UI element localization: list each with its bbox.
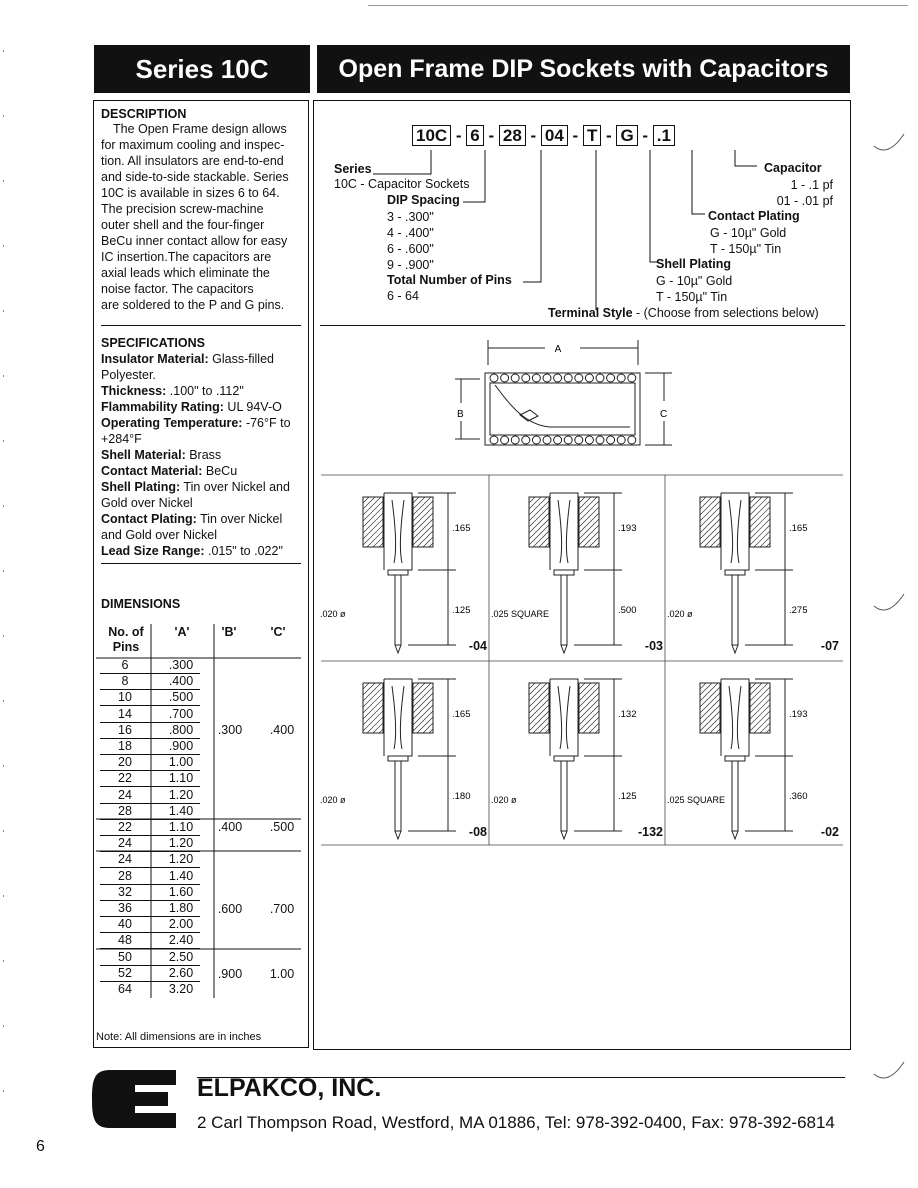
dim-cell-a: 1.60 (168, 884, 194, 899)
divider (101, 325, 301, 326)
dim-group-b: .600 (217, 902, 243, 916)
specifications-heading: SPECIFICATIONS (101, 336, 205, 350)
dim-cell-a: 1.20 (168, 787, 194, 802)
socket-pin (532, 374, 540, 382)
terminal-lead-size: .025 SQUARE (491, 609, 550, 619)
dim-cell-pins: 22 (118, 820, 132, 834)
terminal-dimension: .193 (618, 523, 637, 534)
pn-shell: T (583, 125, 601, 146)
logo-letter: E (210, 1108, 211, 1109)
terminal-drawing (489, 661, 665, 847)
dim-cell-pins: 40 (118, 917, 132, 932)
terminal-dimension: .165 (452, 523, 471, 534)
dim-cell-pins: 32 (118, 884, 132, 899)
company-logo (90, 1068, 211, 1130)
terminal-dimension: .165 (452, 709, 471, 720)
socket-pin (617, 436, 625, 444)
description-line: axial leads which eliminate the (101, 266, 270, 280)
socket-pin (511, 374, 519, 382)
dim-cell-pins: 52 (118, 965, 132, 980)
divider (101, 563, 301, 564)
socket-pin (564, 436, 572, 444)
dip-option: 9 - .900" (387, 258, 434, 272)
dip-option: 4 - .400" (387, 226, 434, 240)
dim-cell-a: 1.40 (168, 803, 194, 818)
dim-cell-a: 2.50 (168, 949, 194, 964)
dim-cell-pins: 14 (118, 706, 132, 721)
socket-pin (596, 374, 604, 382)
socket-pin (501, 374, 509, 382)
spec-item: Operating Temperature: -76°F to +284°F (101, 416, 291, 446)
socket-pin (543, 374, 551, 382)
dim-cell-pins: 20 (118, 755, 132, 770)
dip-option: 6 - .600" (387, 242, 434, 256)
terminal-code: -07 (820, 639, 839, 653)
terminal-drawing (313, 475, 489, 661)
dim-group-c: 1.00 (269, 967, 295, 981)
series-title: Series 10C (94, 45, 310, 93)
pn-series: 10C (412, 125, 451, 146)
binder-marks (872, 130, 912, 1090)
dim-cell-a: 1.40 (168, 868, 194, 883)
capacitor-option: 01 - .01 pf (776, 194, 833, 208)
dim-header-a: 'A' (174, 625, 190, 639)
series-label: Series (334, 162, 372, 176)
terminal-code: -02 (820, 825, 839, 839)
contact-label: Contact Plating (708, 209, 800, 223)
terminal-drawing (665, 661, 841, 847)
series-desc: 10C - Capacitor Sockets (334, 177, 470, 191)
terminal-style: Terminal Style - (Choose from selections below) (548, 306, 819, 320)
dim-cell-pins: 36 (118, 901, 132, 915)
capacitor-label: Capacitor (764, 161, 822, 175)
description-section (101, 107, 305, 313)
pn-capacitor: .1 (653, 125, 675, 146)
terminal-lead-size: .020 ø (667, 609, 693, 619)
terminal-code: -08 (468, 825, 487, 839)
part-number: 10C - 6 - 28 - 04 - T - G - .1 (412, 126, 675, 146)
dim-cell-a: 1.80 (168, 901, 194, 915)
socket-pin (501, 436, 509, 444)
dim-cell-a: 2.00 (168, 917, 194, 932)
socket-pin (607, 374, 615, 382)
dim-group-b: .400 (217, 820, 243, 834)
terminal-dimension: .125 (452, 605, 471, 616)
socket-pin (543, 436, 551, 444)
socket-pin (522, 374, 530, 382)
spec-item: Shell Plating: Tin over Nickel and Gold over Nickel (101, 480, 290, 510)
terminal-drawing (313, 661, 489, 847)
dim-cell-pins: 64 (118, 982, 132, 996)
socket-pin (511, 436, 519, 444)
description-line: tion. All insulators are end-to-end (101, 154, 284, 168)
dim-cell-a: .800 (168, 722, 194, 737)
pn-dip: 6 (466, 125, 483, 146)
spec-item: Shell Material: Brass (101, 448, 222, 462)
dim-cell-a: 1.20 (168, 852, 194, 867)
dim-cell-pins: 6 (121, 658, 129, 672)
socket-pin (585, 374, 593, 382)
divider (320, 325, 845, 326)
product-title: Open Frame DIP Sockets with Capacitors (317, 45, 850, 93)
socket-pin (596, 436, 604, 444)
socket-outline-drawing (440, 335, 690, 460)
terminal-code: -03 (644, 639, 663, 653)
spec-item: Contact Plating: Tin over Nickel and Gold over Nickel (101, 512, 283, 542)
spec-item: Lead Size Range: .015" to .022" (101, 544, 283, 558)
pn-contact: G (616, 125, 637, 146)
specifications-section (101, 335, 305, 559)
terminal-dimension: .275 (789, 605, 808, 616)
shell-option: T - 150µ" Tin (656, 290, 728, 304)
description-line: noise factor. The capacitors (101, 282, 254, 296)
spec-item: Contact Material: BeCu (101, 464, 238, 478)
terminal-dimension: .125 (618, 791, 637, 802)
terminal-drawing (665, 475, 841, 661)
terminal-dimension: .193 (789, 709, 808, 720)
dim-cell-a: .700 (168, 706, 194, 721)
dim-cell-a: .500 (168, 690, 194, 705)
terminal-lead-size: .020 ø (491, 795, 517, 805)
dim-cell-pins: 8 (121, 674, 129, 689)
dim-cell-pins: 24 (118, 852, 132, 867)
dim-group-c: .700 (269, 902, 295, 916)
shell-option: G - 10µ" Gold (656, 274, 733, 288)
socket-pin (490, 374, 498, 382)
dim-cell-pins: 28 (118, 803, 132, 818)
shell-options (656, 273, 732, 305)
socket-pin (628, 374, 636, 382)
terminal-dimension: .500 (618, 605, 637, 616)
socket-pin (554, 374, 562, 382)
dip-option: 3 - .300" (387, 210, 434, 224)
terminal-code: -04 (468, 639, 487, 653)
dim-cell-a: .900 (168, 739, 194, 753)
contact-options (710, 225, 786, 257)
dim-cell-pins: 18 (118, 739, 132, 753)
description-heading: DESCRIPTION (101, 107, 187, 121)
pn-pins: 28 (499, 125, 526, 146)
contact-option: G - 10µ" Gold (710, 226, 787, 240)
spec-item: Insulator Material: Glass-filled Polyester. (101, 352, 274, 382)
dimensions-heading: DIMENSIONS (101, 597, 181, 611)
contact-option: T - 150µ" Tin (710, 242, 782, 256)
dim-b-label: B (457, 409, 464, 420)
socket-pin (575, 374, 583, 382)
dip-label: DIP Spacing (387, 193, 460, 207)
dim-cell-a: 1.10 (168, 771, 194, 786)
socket-pin (564, 374, 572, 382)
spec-item: Thickness: .100" to .112" (101, 384, 244, 398)
socket-pin (607, 436, 615, 444)
company-name: ELPAKCO, INC. (197, 1074, 382, 1102)
page-number: 6 (36, 1138, 45, 1155)
capacitor-options (765, 177, 833, 209)
dim-header-pins: No. of Pins (108, 625, 144, 654)
capacitor-option: 1 - .1 pf (790, 178, 833, 192)
description-line: for maximum cooling and inspec- (101, 138, 285, 152)
dim-cell-a: 3.20 (168, 982, 194, 996)
terminal-lead-size: .020 ø (320, 795, 346, 805)
dim-cell-pins: 24 (118, 836, 132, 851)
terminal-dimension: .180 (452, 791, 471, 802)
dim-cell-a: 2.60 (168, 965, 194, 980)
pn-terminal: 04 (541, 125, 568, 146)
dim-cell-pins: 48 (118, 933, 132, 948)
shell-label: Shell Plating (656, 257, 732, 271)
description-body (101, 121, 305, 313)
pins-range: 6 - 64 (387, 289, 419, 303)
spec-item: Flammability Rating: UL 94V-O (101, 400, 282, 414)
dim-cell-a: 1.10 (168, 820, 194, 834)
description-line: 10C is available in sizes 6 to 64. (101, 186, 280, 200)
dim-cell-a: 1.00 (168, 755, 194, 770)
pins-label: Total Number of Pins (387, 273, 512, 287)
dim-cell-a: .400 (168, 674, 194, 689)
dim-cell-pins: 24 (118, 787, 132, 802)
dim-group-c: .500 (269, 820, 295, 834)
terminal-dimension: .360 (789, 791, 808, 802)
socket-pin (575, 436, 583, 444)
dim-header-c: 'C' (270, 625, 286, 639)
terminal-dimension: .132 (618, 709, 637, 720)
socket-pin (490, 436, 498, 444)
dim-cell-pins: 10 (118, 690, 132, 705)
dim-cell-pins: 16 (118, 722, 132, 737)
description-line: The Open Frame design allows (113, 122, 287, 136)
dim-c-label: C (660, 409, 668, 420)
terminal-lead-size: .020 ø (320, 609, 346, 619)
socket-pin (532, 436, 540, 444)
description-line: BeCu inner contact allow for easy (101, 234, 288, 248)
dip-options (387, 209, 434, 273)
terminal-lead-size: .025 SQUARE (667, 795, 726, 805)
description-line: and side-to-side stackable. Series (101, 170, 289, 184)
terminal-dimension: .165 (789, 523, 808, 534)
dim-cell-a: 1.20 (168, 836, 194, 851)
company-address: 2 Carl Thompson Road, Westford, MA 01886, Tel: 978-392-0400, Fax: 978-392-6814 (197, 1113, 835, 1132)
dim-cell-a: 2.40 (168, 933, 194, 948)
description-line: IC insertion.The capacitors are (101, 250, 272, 264)
socket-pin (554, 436, 562, 444)
dim-group-c: .400 (269, 723, 295, 737)
dim-cell-a: .300 (168, 658, 194, 672)
description-line: The precision screw-machine (101, 202, 264, 216)
description-line: outer shell and the four-finger (101, 218, 265, 232)
dim-cell-pins: 50 (118, 949, 132, 964)
dim-cell-pins: 22 (118, 771, 132, 786)
dimensions-note: Note: All dimensions are in inches (96, 1031, 262, 1043)
top-rule (368, 5, 908, 6)
dim-cell-pins: 28 (118, 868, 132, 883)
terminal-drawing (489, 475, 665, 661)
socket-pin (628, 436, 636, 444)
dim-group-b: .300 (217, 723, 243, 737)
dim-a-label: A (554, 344, 562, 355)
socket-pin (522, 436, 530, 444)
socket-pin (585, 436, 593, 444)
description-line: are soldered to the P and G pins. (101, 298, 285, 312)
dim-group-b: .900 (217, 967, 243, 981)
terminal-code: -132 (637, 825, 663, 839)
socket-pin (617, 374, 625, 382)
dim-header-b: 'B' (221, 625, 237, 639)
